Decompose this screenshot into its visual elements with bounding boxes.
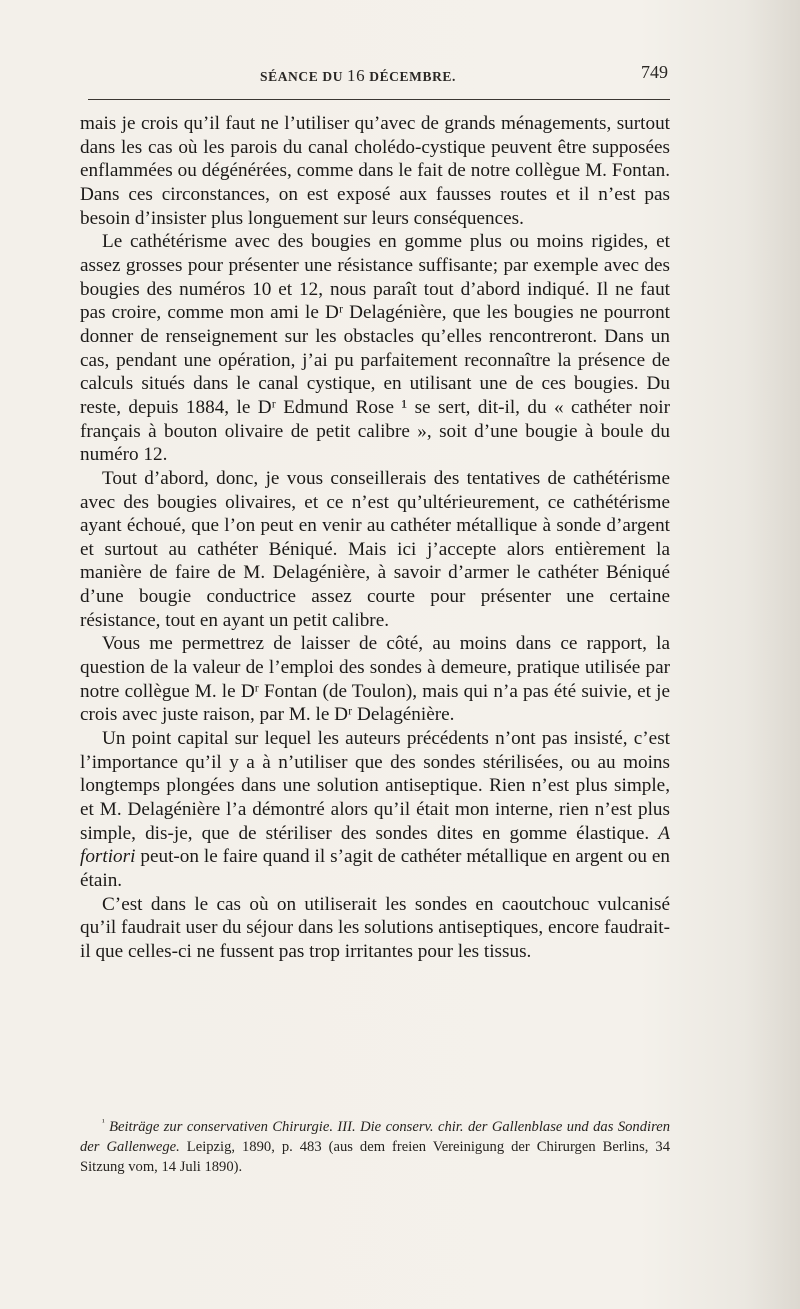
body-text [80,112,670,964]
paragraph-1: mais je crois qu’il faut ne l’utiliser qu’avec de grands ménagements, surtout dans les cas où les parois du canal cholédo-cystique peuvent être supposées enflammées ou dégénérées, comme dans le fait de notre collègue M. Fontan. Dans ces circonstances, on est exposé aux fausses routes et il n’est pas besoin d’insister plus longuement sur leurs conséquences. [80,113,670,229]
running-head [260,66,456,86]
paragraph-2: Le cathétérisme avec des bougies en gomme plus ou moins rigides, et assez grosses pour présenter une résistance suffisante; par exemple avec des bougies des numéros 10 et 12, nous paraît tout d’abord indiqué. Il ne faut pas croire, comme mon ami le Dʳ Delagénière, que les bougies ne pourront donner de renseignement sur les obstacles qu’elles rencontreront. Dans un cas, pendant une opération, j’ai pu parfaitement reconnaître la présence de calculs situés dans le canal cystique, en utilisant une de ces bougies. Du reste, depuis 1884, le Dʳ Edmund Rose ¹ se sert, dit-il, du « cathéter noir français à bouton olivaire de petit calibre », soit d’une bougie à boule du numéro 12. [80,231,670,466]
paragraph-5-end: peut-on le faire quand il s’agit de cathéter métallique en argent ou en étain. [80,846,670,891]
paragraph-5-italic: A fortiori [80,822,670,868]
footnote-rest: Leipzig, 1890, p. 483 (aus dem freien Vereinigung der Chirurgen Berlins, 34 Sitzung vom, 14 Juli 1890). [80,1139,670,1175]
paragraph-3: Tout d’abord, donc, je vous conseillerais des tentatives de cathétérisme avec des bougies olivaires, et ce n’est qu’ultérieurement, ce cathétérisme ayant échoué, que l’on peut en venir au cathéter métallique à sonde d’argent et surtout au cathéter Béniqué. Mais ici j’accepte alors entièrement la manière de faire de M. Delagénière, à savoir d’armer le cathéter Béniqué d’une bougie conductrice assez courte pour présenter une certaine résistance, tout en ayant un petit calibre. [80,467,670,631]
footnote [80,1117,670,1177]
paragraph-5 [80,727,670,893]
running-head-date-number: 16 [347,66,366,85]
footnote-title: Beiträge zur conservativen Chirurgie. III. Die conserv. chir. der Gallenblase und das Sondiren der Gallenwege. [80,1119,670,1155]
header-rule [88,99,670,100]
running-head-after: DÉCEMBRE. [369,69,457,84]
page-number: 749 [641,62,668,82]
running-head-before: SÉANCE DU [260,69,344,84]
paragraph-5-main: Un point capital sur lequel les auteurs précédents n’ont pas insisté, c’est l’importance qu’il y a à n’utiliser que des sondes stérilisées, ou au moins longtemps plongées dans une solution antiseptique. Rien n’est plus simple, et M. Delagénière l’a démontré alors qu’il était mon interne, rien n’est plus simple, dis-je, que de stériliser des sondes dites en gomme élastique. [80,728,670,844]
page-header [80,62,670,90]
paragraph-6: C’est dans le cas où on utiliserait les sondes en caoutchouc vulcanisé qu’il faudrait user du séjour dans les solutions antiseptiques, encore faudrait-il que celles-ci ne fussent pas trop irritantes pour les tissus. [80,893,670,962]
footnote-marker: ¹ [102,1117,105,1128]
paragraph-4: Vous me permettrez de laisser de côté, au moins dans ce rapport, la question de la valeur de l’emploi des sondes à demeure, pratique utilisée par notre collègue M. le Dʳ Fontan (de Toulon), mais qui n’a pas été suivie, et je crois avec juste raison, par M. le Dʳ Delagénière. [80,633,670,726]
